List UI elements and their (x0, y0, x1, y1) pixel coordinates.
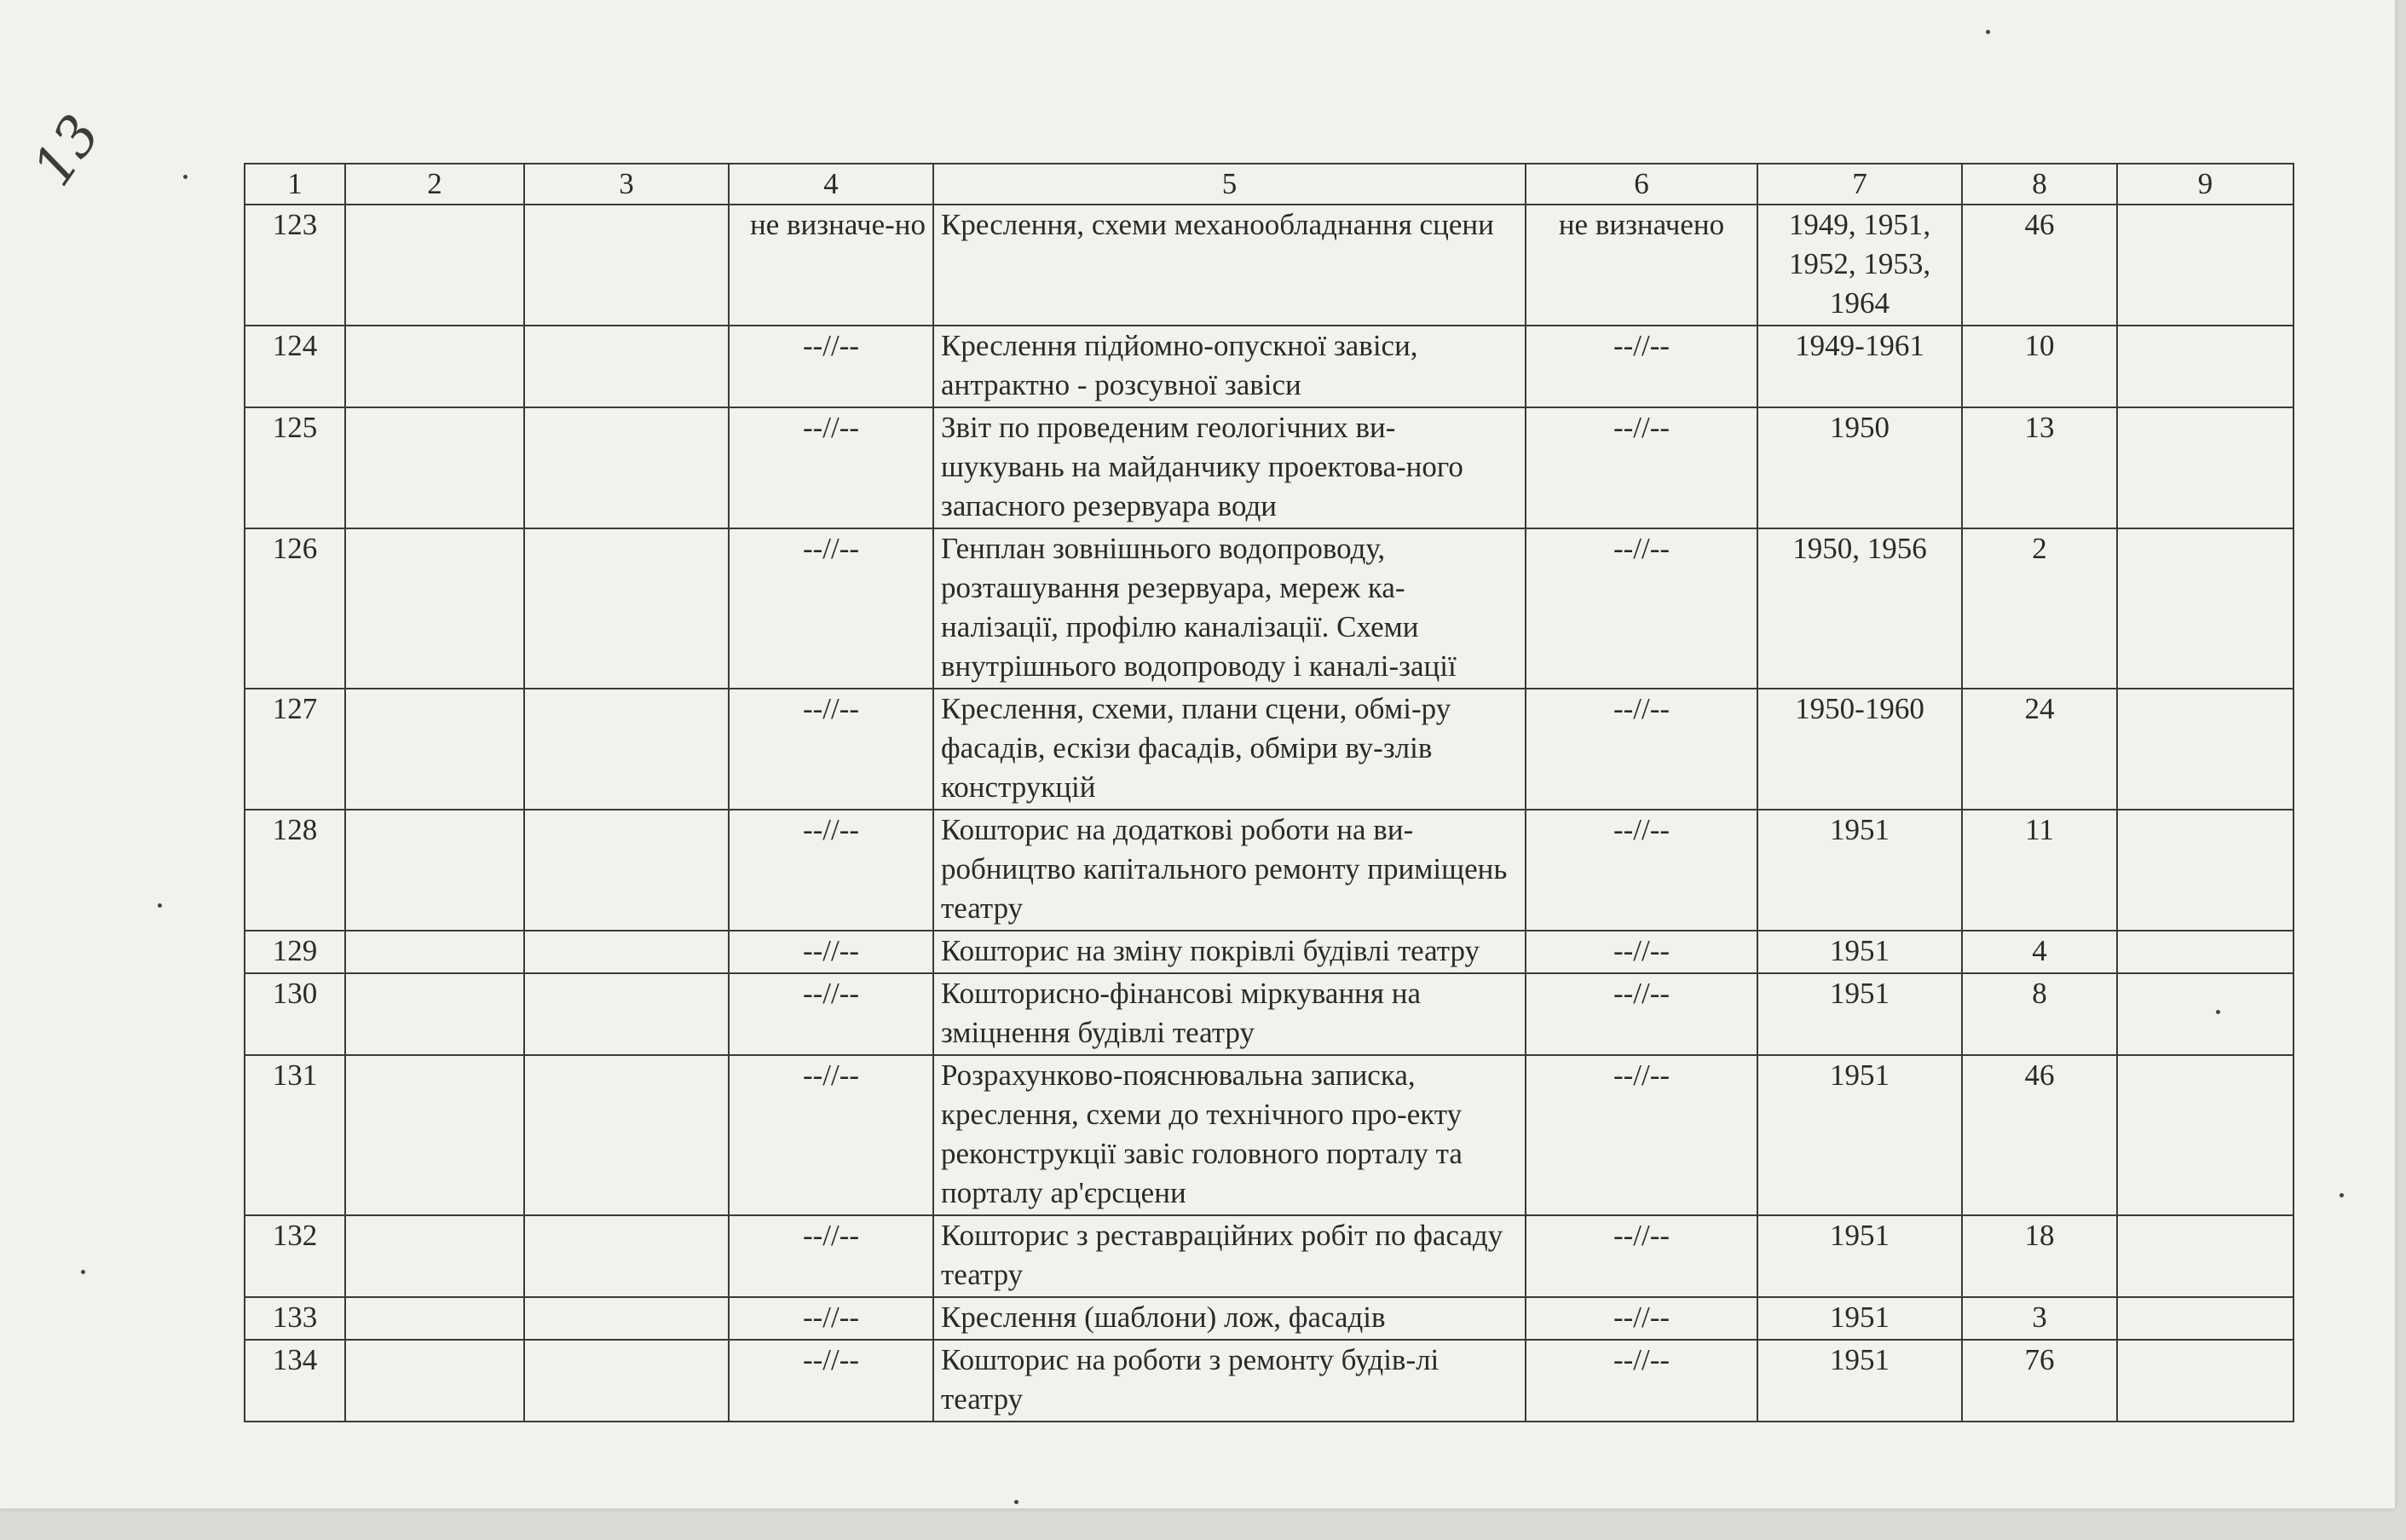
column-4-cell: не визначе-но (729, 205, 933, 326)
table-row (245, 1055, 2293, 1215)
item-number-cell: 124 (245, 326, 345, 407)
column-3-cell (524, 1297, 729, 1340)
table-row (245, 1215, 2293, 1297)
item-sheet-count-cell: 76 (1962, 1340, 2117, 1422)
column-4-cell: --//-- (729, 1340, 933, 1422)
column-2-cell (345, 205, 524, 326)
item-dates-cell: 1951 (1757, 1297, 1962, 1340)
column-9-cell (2117, 1055, 2293, 1215)
item-sheet-count-cell: 3 (1962, 1297, 2117, 1340)
column-9-cell (2117, 973, 2293, 1055)
column-9-cell (2117, 326, 2293, 407)
column-2-cell (345, 1340, 524, 1422)
column-6-cell: --//-- (1526, 407, 1757, 528)
item-sheet-count-cell: 46 (1962, 1055, 2117, 1215)
scan-speck (2340, 1193, 2344, 1197)
item-sheet-count-cell: 13 (1962, 407, 2117, 528)
column-header-2: 2 (345, 164, 524, 205)
column-header-1: 1 (245, 164, 345, 205)
column-3-cell (524, 1055, 729, 1215)
column-9-cell (2117, 1340, 2293, 1422)
column-9-cell (2117, 528, 2293, 689)
item-sheet-count-cell: 8 (1962, 973, 2117, 1055)
item-title-cell: Розрахунково-пояснювальна записка, креслення, схеми до технічного про-екту реконструкції завіс головного порталу та порталу ар'єрсцени (933, 1055, 1526, 1215)
scan-speck (1986, 30, 1990, 34)
column-4-cell: --//-- (729, 407, 933, 528)
item-dates-cell: 1951 (1757, 1215, 1962, 1297)
column-6-cell: --//-- (1526, 973, 1757, 1055)
scan-speck (183, 175, 188, 179)
item-dates-cell: 1949, 1951, 1952, 1953, 1964 (1757, 205, 1962, 326)
item-dates-cell: 1951 (1757, 1340, 1962, 1422)
item-dates-cell: 1949-1961 (1757, 326, 1962, 407)
column-9-cell (2117, 1215, 2293, 1297)
table-row (245, 528, 2293, 689)
item-sheet-count-cell: 4 (1962, 931, 2117, 973)
item-number-cell: 126 (245, 528, 345, 689)
column-3-cell (524, 1340, 729, 1422)
table-row (245, 689, 2293, 810)
column-2-cell (345, 528, 524, 689)
table-row (245, 1297, 2293, 1340)
scan-speck (1014, 1500, 1018, 1504)
column-header-3: 3 (524, 164, 729, 205)
column-4-cell: --//-- (729, 1055, 933, 1215)
item-dates-cell: 1951 (1757, 973, 1962, 1055)
item-number-cell: 130 (245, 973, 345, 1055)
column-header-5: 5 (933, 164, 1526, 205)
table-row (245, 407, 2293, 528)
item-title-cell: Генплан зовнішнього водопроводу, розташування резервуара, мереж ка-налізації, профілю каналізації. Схеми внутрішнього водопроводу і каналі-зації (933, 528, 1526, 689)
table-body (245, 205, 2293, 1422)
column-9-cell (2117, 407, 2293, 528)
archive-inventory-table (244, 163, 2294, 1422)
handwritten-page-number: 13 (21, 104, 113, 198)
column-4-cell: --//-- (729, 1215, 933, 1297)
column-4-cell: --//-- (729, 528, 933, 689)
column-3-cell (524, 528, 729, 689)
column-3-cell (524, 810, 729, 931)
column-6-cell: не визначено (1526, 205, 1757, 326)
item-title-cell: Кошторис на додаткові роботи на ви-робництво капітального ремонту приміщень театру (933, 810, 1526, 931)
item-dates-cell: 1951 (1757, 931, 1962, 973)
column-9-cell (2117, 931, 2293, 973)
table-row (245, 973, 2293, 1055)
item-title-cell: Кошторис на зміну покрівлі будівлі театру (933, 931, 1526, 973)
scan-speck (2216, 1010, 2220, 1014)
column-4-cell: --//-- (729, 931, 933, 973)
column-2-cell (345, 931, 524, 973)
item-number-cell: 127 (245, 689, 345, 810)
item-title-cell: Кошторисно-фінансові міркування на зміцнення будівлі театру (933, 973, 1526, 1055)
column-2-cell (345, 1215, 524, 1297)
item-number-cell: 123 (245, 205, 345, 326)
item-title-cell: Креслення (шаблони) лож, фасадів (933, 1297, 1526, 1340)
column-6-cell: --//-- (1526, 1297, 1757, 1340)
item-title-cell: Звіт по проведеним геологічних ви-шукувань на майданчику проектова-ного запасного резервуара води (933, 407, 1526, 528)
column-2-cell (345, 326, 524, 407)
column-9-cell (2117, 810, 2293, 931)
table-row (245, 1340, 2293, 1422)
column-9-cell (2117, 205, 2293, 326)
item-sheet-count-cell: 18 (1962, 1215, 2117, 1297)
column-header-7: 7 (1757, 164, 1962, 205)
table-row (245, 205, 2293, 326)
column-6-cell: --//-- (1526, 931, 1757, 973)
column-3-cell (524, 973, 729, 1055)
item-sheet-count-cell: 2 (1962, 528, 2117, 689)
scan-speck (81, 1270, 85, 1274)
item-number-cell: 125 (245, 407, 345, 528)
item-dates-cell: 1950, 1956 (1757, 528, 1962, 689)
item-sheet-count-cell: 46 (1962, 205, 2117, 326)
item-title-cell: Кошторис з реставраційних робіт по фасаду театру (933, 1215, 1526, 1297)
column-6-cell: --//-- (1526, 1340, 1757, 1422)
column-4-cell: --//-- (729, 1297, 933, 1340)
table-row (245, 326, 2293, 407)
column-3-cell (524, 931, 729, 973)
column-4-cell: --//-- (729, 973, 933, 1055)
item-title-cell: Кошторис на роботи з ремонту будів-лі театру (933, 1340, 1526, 1422)
column-header-4: 4 (729, 164, 933, 205)
column-4-cell: --//-- (729, 810, 933, 931)
column-2-cell (345, 1297, 524, 1340)
header-row (245, 164, 2293, 205)
item-number-cell: 129 (245, 931, 345, 973)
column-6-cell: --//-- (1526, 528, 1757, 689)
column-3-cell (524, 407, 729, 528)
item-number-cell: 128 (245, 810, 345, 931)
item-sheet-count-cell: 10 (1962, 326, 2117, 407)
column-3-cell (524, 326, 729, 407)
item-number-cell: 133 (245, 1297, 345, 1340)
item-title-cell: Креслення підйомно-опускної завіси, антрактно - розсувної завіси (933, 326, 1526, 407)
column-2-cell (345, 689, 524, 810)
item-title-cell: Креслення, схеми механообладнання сцени (933, 205, 1526, 326)
column-header-6: 6 (1526, 164, 1757, 205)
column-3-cell (524, 689, 729, 810)
column-9-cell (2117, 689, 2293, 810)
column-3-cell (524, 1215, 729, 1297)
table-row (245, 931, 2293, 973)
item-sheet-count-cell: 11 (1962, 810, 2117, 931)
column-6-cell: --//-- (1526, 689, 1757, 810)
column-6-cell: --//-- (1526, 810, 1757, 931)
column-3-cell (524, 205, 729, 326)
column-4-cell: --//-- (729, 689, 933, 810)
table-row (245, 810, 2293, 931)
item-dates-cell: 1950-1960 (1757, 689, 1962, 810)
column-2-cell (345, 407, 524, 528)
column-2-cell (345, 1055, 524, 1215)
item-title-cell: Креслення, схеми, плани сцени, обмі-ру фасадів, ескізи фасадів, обміри ву-злів конструкцій (933, 689, 1526, 810)
column-2-cell (345, 810, 524, 931)
item-sheet-count-cell: 24 (1962, 689, 2117, 810)
item-number-cell: 131 (245, 1055, 345, 1215)
column-6-cell: --//-- (1526, 326, 1757, 407)
item-dates-cell: 1950 (1757, 407, 1962, 528)
scan-speck (158, 903, 162, 908)
column-header-9: 9 (2117, 164, 2293, 205)
column-6-cell: --//-- (1526, 1055, 1757, 1215)
column-6-cell: --//-- (1526, 1215, 1757, 1297)
column-9-cell (2117, 1297, 2293, 1340)
column-4-cell: --//-- (729, 326, 933, 407)
column-2-cell (345, 973, 524, 1055)
column-header-8: 8 (1962, 164, 2117, 205)
item-dates-cell: 1951 (1757, 810, 1962, 931)
item-dates-cell: 1951 (1757, 1055, 1962, 1215)
item-number-cell: 132 (245, 1215, 345, 1297)
item-number-cell: 134 (245, 1340, 345, 1422)
